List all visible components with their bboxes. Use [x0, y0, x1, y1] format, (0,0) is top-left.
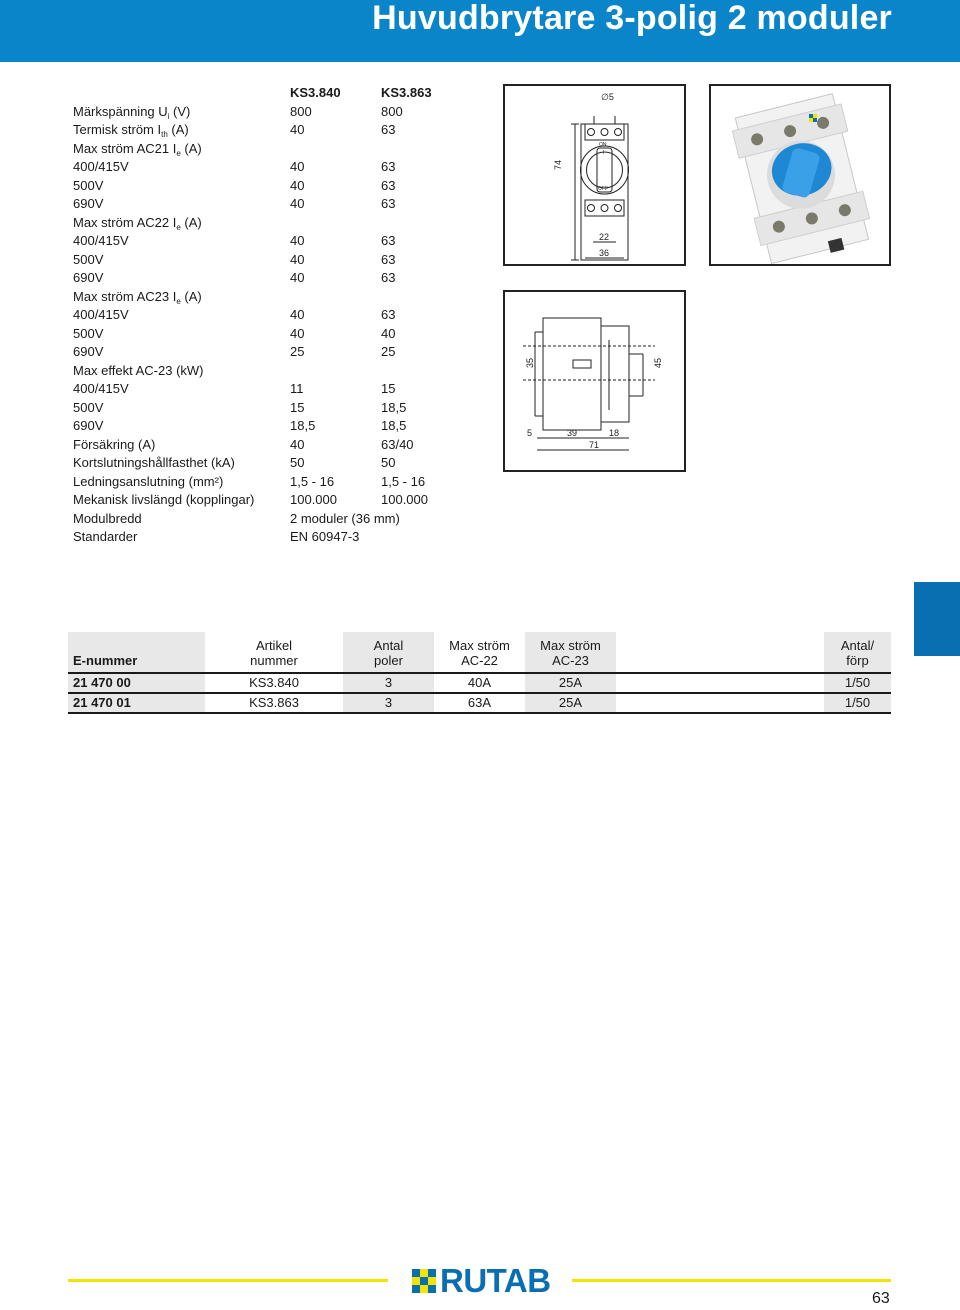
- spec-value-ks3-840: 1,5 - 16: [290, 473, 335, 489]
- spec-label: Max effekt AC-23 (kW): [73, 362, 204, 378]
- spec-value-ks3-863: 63: [381, 196, 396, 211]
- cell-spacer: [616, 693, 824, 713]
- side-dimension-drawing: [503, 290, 686, 472]
- front-drawing-svg: [505, 86, 684, 264]
- page-title: Huvudbrytare 3-polig 2 moduler: [372, 0, 892, 37]
- logo-checker-icon: [412, 1269, 436, 1293]
- spec-label: 690V: [73, 418, 104, 433]
- spec-value-ks3-863: 63: [381, 307, 396, 322]
- cell-antal-forp: 1/50: [824, 673, 891, 693]
- col-artikel: Artikel nummer: [205, 632, 343, 673]
- spec-value-ks3-840: 40: [290, 159, 305, 174]
- col-spacer: [616, 632, 824, 673]
- product-table-header: [68, 632, 891, 673]
- spec-label: Modulbredd: [73, 510, 142, 526]
- dim-depth-5: 5: [527, 428, 533, 438]
- spec-value-ks3-840: 50: [290, 455, 305, 470]
- cell-ac23: 25A: [525, 673, 616, 693]
- spec-value-ks3-840: 40: [290, 196, 305, 211]
- spec-label: 690V: [73, 196, 104, 211]
- spec-col1-heading: KS3.840: [290, 85, 341, 100]
- dim-depth-18: 18: [609, 428, 620, 438]
- spec-value-ks3-863: 63: [381, 251, 396, 267]
- spec-label: 500V: [73, 399, 104, 415]
- spec-value-ks3-840: 11: [290, 381, 304, 396]
- spec-value-ks3-863: 63: [381, 122, 396, 137]
- dim-depth-71: 71: [589, 440, 600, 450]
- spec-label: 690V: [73, 344, 104, 359]
- cell-spacer: [616, 673, 824, 693]
- spec-value-ks3-863: 63: [381, 177, 396, 193]
- spec-label: 500V: [73, 325, 104, 341]
- spec-value-ks3-840: 40: [290, 177, 305, 193]
- spec-value-ks3-863: 100.000: [381, 492, 428, 507]
- footer-line-right: [572, 1279, 891, 1282]
- spec-value-ks3-863: 63: [381, 159, 396, 174]
- spec-value-ks3-840: 40: [290, 436, 305, 452]
- cell-poler: 3: [343, 673, 434, 693]
- cell-poler: 3: [343, 693, 434, 713]
- dim-width-36: 36: [599, 248, 610, 258]
- dim-height-45: 45: [653, 357, 663, 368]
- footer-line-left: [68, 1279, 388, 1282]
- dim-width-22: 22: [599, 232, 610, 242]
- product-photo: [709, 84, 891, 266]
- spec-label: Kortslutningshållfasthet (kA): [73, 455, 235, 470]
- spec-label: 500V: [73, 251, 104, 267]
- section-side-tab: [914, 582, 960, 656]
- spec-label: 400/415V: [73, 307, 129, 322]
- spec-label: Max ström AC21 $I_e$ (A): [73, 140, 202, 158]
- spec-label: Ledningsanslutning (mm²): [73, 473, 224, 489]
- spec-label: Mekanisk livslängd (kopplingar): [73, 492, 255, 507]
- mark-on: ON: [599, 142, 607, 148]
- mark-off: OFF: [598, 186, 608, 192]
- cell-ac23: 25A: [525, 693, 616, 713]
- spec-label: Max ström AC22 $I_e$ (A): [73, 214, 202, 232]
- cell-ac22: 40A: [434, 673, 525, 693]
- dim-height-74: 74: [553, 159, 563, 170]
- spec-label: 400/415V: [73, 233, 129, 248]
- spec-label: Standarder: [73, 529, 138, 544]
- cell-ac22: 63A: [434, 693, 525, 713]
- spec-label: 400/415V: [73, 159, 129, 174]
- spec-value-ks3-840: 100.000: [290, 492, 337, 507]
- spec-label: 690V: [73, 270, 104, 285]
- spec-value-ks3-863: 63: [381, 270, 396, 285]
- logo-text: RUTAB: [440, 1262, 551, 1299]
- spec-value-ks3-840: 800: [290, 103, 312, 119]
- spec-value-ks3-863: 25: [381, 344, 396, 359]
- page-number: 63: [872, 1290, 890, 1307]
- dim-diameter: ∅5: [601, 92, 614, 102]
- spec-value-ks3-863: 40: [381, 325, 396, 341]
- front-dimension-drawing: [503, 84, 686, 266]
- cell-e-nummer: 21 470 01: [68, 693, 205, 713]
- dim-height-35: 35: [525, 357, 535, 368]
- spec-value-ks3-840: 40: [290, 233, 305, 248]
- cell-e-nummer: 21 470 00: [68, 673, 205, 693]
- col-e-nummer: E-nummer: [68, 632, 205, 673]
- side-drawing-svg: [505, 292, 684, 470]
- spec-label: Termisk ström $I_{th}$ (A): [73, 122, 189, 139]
- cell-artikel: KS3.840: [205, 673, 343, 693]
- spec-value-ks3-840: 40: [290, 251, 305, 267]
- spec-value-ks3-863: 800: [381, 103, 403, 119]
- spec-label: Försäkring (A): [73, 436, 156, 452]
- spec-value-ks3-863: 63: [381, 233, 396, 248]
- spec-value-ks3-863: 18,5: [381, 399, 407, 415]
- col-antal-forp: Antal/ förp: [824, 632, 891, 673]
- spec-value-ks3-840: EN 60947-3: [290, 529, 360, 544]
- switch-photo-svg: [711, 86, 889, 264]
- spec-col2-heading: KS3.863: [381, 85, 432, 100]
- spec-label: 400/415V: [73, 381, 129, 396]
- spec-value-ks3-840: 40: [290, 307, 305, 322]
- table-row: [68, 693, 891, 713]
- header-bar: [0, 0, 960, 62]
- spec-label: Märkspänning $U_i$ (V): [73, 103, 191, 121]
- spec-value-ks3-863: 1,5 - 16: [381, 473, 426, 489]
- cell-antal-forp: 1/50: [824, 693, 891, 713]
- col-antal-poler: Antal poler: [343, 632, 434, 673]
- spec-value-ks3-863: 50: [381, 455, 396, 470]
- spec-label: Max ström AC23 $I_e$ (A): [73, 288, 202, 306]
- dim-depth-39: 39: [567, 428, 578, 438]
- spec-value-ks3-840: 25: [290, 344, 305, 359]
- spec-value-ks3-840: 15: [290, 399, 305, 415]
- spec-label: 500V: [73, 177, 104, 193]
- product-table: [68, 632, 891, 714]
- spec-value-ks3-840: 40: [290, 270, 305, 285]
- spec-value-ks3-863: 63/40: [381, 436, 414, 452]
- spec-value-ks3-840: 18,5: [290, 418, 316, 433]
- table-row: [68, 673, 891, 693]
- spec-value-ks3-863: 15: [381, 381, 396, 396]
- spec-value-ks3-840: 40: [290, 122, 305, 137]
- spec-value-ks3-840: 2 moduler (36 mm): [290, 510, 400, 526]
- spec-value-ks3-863: 18,5: [381, 418, 407, 433]
- col-max-strom-ac22: Max ström AC-22: [434, 632, 525, 673]
- spec-value-ks3-840: 40: [290, 325, 305, 341]
- col-max-strom-ac23: Max ström AC-23: [525, 632, 616, 673]
- cell-artikel: KS3.863: [205, 693, 343, 713]
- mark-i: I: [603, 150, 605, 156]
